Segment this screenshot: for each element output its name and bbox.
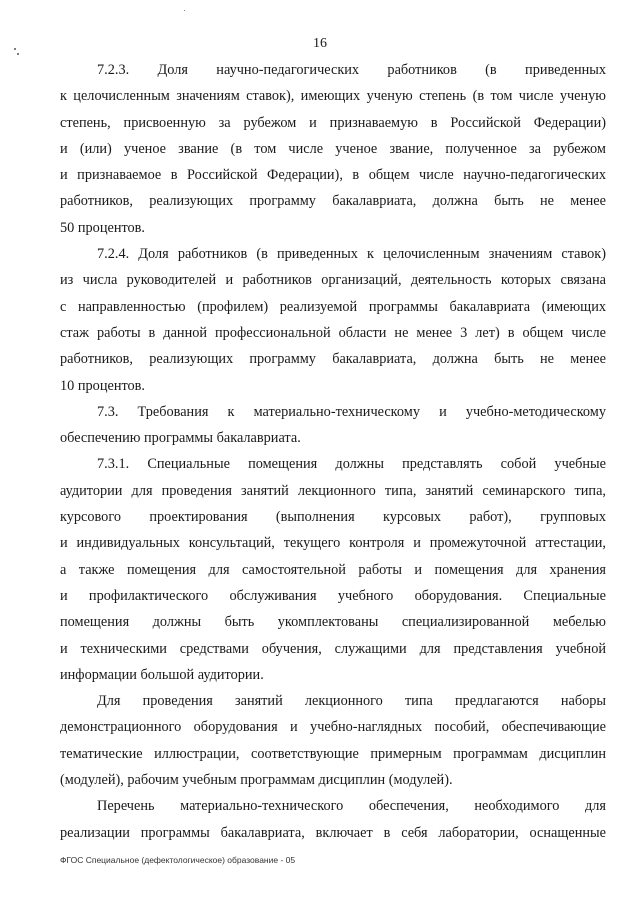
page-number: 16 <box>313 36 327 51</box>
text-line: а также помещения для самостоятельной работы и помещения для хранения <box>60 561 606 578</box>
text-line: и техническими средствами обучения, служащими для представления учебной <box>60 640 606 657</box>
text-line: работников, реализующих программу бакалавриата, должна быть не менее <box>60 193 606 210</box>
text-line: и индивидуальных консультаций, текущего контроля и промежуточной аттестации, <box>60 535 606 552</box>
text-line: обеспечению программы бакалавриата. <box>60 430 301 447</box>
text-line: и профилактического обслуживания учебного оборудования. Специальные <box>60 587 606 604</box>
text-line: реализации программы бакалавриата, включает в себя лаборатории, оснащенные <box>60 824 606 841</box>
text-line: Для проведения занятий лекционного типа предлагаются наборы <box>97 693 606 710</box>
document-body <box>60 57 606 846</box>
scan-speck <box>184 10 185 11</box>
text-line: курсового проектирования (выполнения курсовых работ), групповых <box>60 509 606 526</box>
text-line: и (или) ученое звание (в том числе ученое звание, полученное за рубежом <box>60 140 606 157</box>
text-line: аудитории для проведения занятий лекционного типа, занятий семинарского типа, <box>60 482 606 499</box>
text-line: степень, присвоенную за рубежом и признаваемую в Российской Федерации) <box>60 114 606 131</box>
text-line: к целочисленным значениям ставок), имеющих ученую степень (в том числе ученую <box>60 88 606 105</box>
page-footer: ФГОС Специальное (дефектологическое) образование - 05 <box>60 855 296 865</box>
text-line: Перечень материально-технического обеспечения, необходимого для <box>97 798 606 815</box>
text-line: 7.2.4. Доля работников (в приведенных к целочисленным значениям ставок) <box>97 246 606 263</box>
text-line: 7.3. Требования к материально-техническому и учебно-методическому <box>97 403 606 420</box>
text-line: помещения должны быть укомплектованы специализированной мебелью <box>60 614 606 631</box>
text-line: стаж работы в данной профессиональной области не менее 3 лет) в общем числе <box>60 324 606 341</box>
scan-speck <box>17 53 19 55</box>
text-line: демонстрационного оборудования и учебно-наглядных пособий, обеспечивающие <box>60 719 606 736</box>
text-line: информации большой аудитории. <box>60 666 264 683</box>
text-line: работников, реализующих программу бакалавриата, должна быть не менее <box>60 351 606 368</box>
text-line: 7.2.3. Доля научно-педагогических работников (в приведенных <box>97 62 606 78</box>
text-line: с направленностью (профилем) реализуемой программы бакалавриата (имеющих <box>60 298 606 315</box>
text-line: (модулей), рабочим учебным программам дисциплин (модулей). <box>60 772 453 789</box>
text-line: 7.3.1. Специальные помещения должны представлять собой учебные <box>97 456 606 473</box>
text-line: 50 процентов. <box>60 219 145 236</box>
text-line: тематические иллюстрации, соответствующие примерным программам дисциплин <box>60 745 606 762</box>
text-line: 10 процентов. <box>60 377 145 394</box>
text-line: из числа руководителей и работников организаций, деятельность которых связана <box>60 272 606 289</box>
text-line: и признаваемое в Российской Федерации), в общем числе научно-педагогических <box>60 167 606 184</box>
